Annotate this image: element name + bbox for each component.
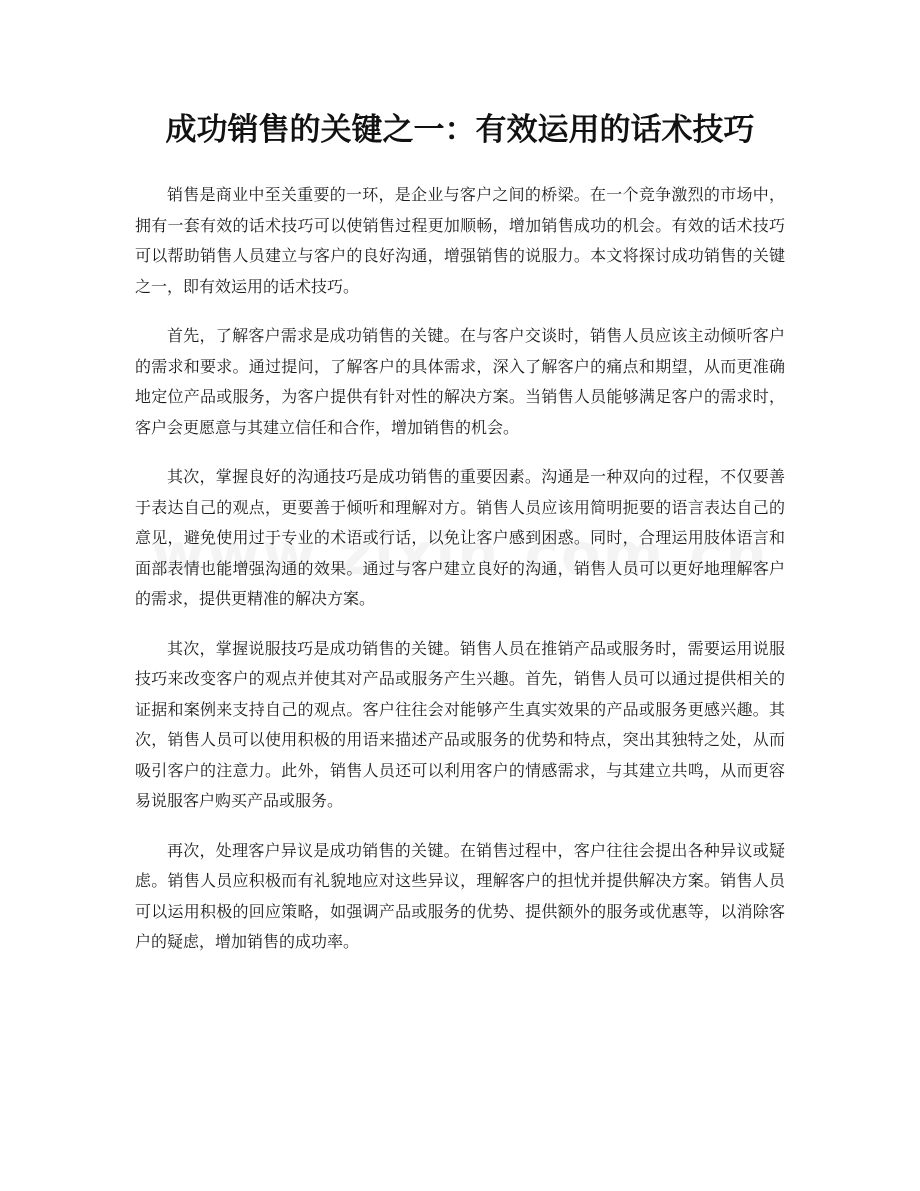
paragraph-intro: 销售是商业中至关重要的一环，是企业与客户之间的桥梁。在一个竞争激烈的市场中，拥有一套有效的话术技巧可以使销售过程更加顺畅，增加销售成功的机会。有效的话术技巧可以帮助销售人员建立与客户的良好沟通，增强销售的说服力。本文将探讨成功销售的关键之一，即有效运用的话术技巧。 [135, 185, 785, 296]
paragraph-persuasion: 其次，掌握说服技巧是成功销售的关键。销售人员在推销产品或服务时，需要运用说服技巧来改变客户的观点并使其对产品或服务产生兴趣。首先，销售人员可以通过提供相关的证据和案例来支持自己的观点。客户往往会对能够产生真实效果的产品或服务更感兴趣。其次，销售人员可以使用积极的用语来描述产品或服务的优势和特点，突出其独特之处，从而吸引客户的注意力。此外，销售人员还可以利用客户的情感需求，与其建立共鸣，从而更容易说服客户购买产品或服务。 [135, 638, 785, 810]
paragraph-customer-needs: 首先，了解客户需求是成功销售的关键。在与客户交谈时，销售人员应该主动倾听客户的需求和要求。通过提问，了解客户的具体需求，深入了解客户的痛点和期望，从而更准确地定位产品或服务，为客户提供有针对性的解决方案。当销售人员能够满足客户的需求时，客户会更愿意与其建立信任和合作，增加销售的机会。 [135, 326, 785, 437]
paragraph-communication: 其次，掌握良好的沟通技巧是成功销售的重要因素。沟通是一种双向的过程，不仅要善于表达自己的观点，更要善于倾听和理解对方。销售人员应该用简明扼要的语言表达自己的意见，避免使用过于专业的术语或行话，以免让客户感到困惑。同时，合理运用肢体语言和面部表情也能增强沟通的效果。通过与客户建立良好的沟通，销售人员可以更好地理解客户的需求，提供更精准的解决方案。 [135, 467, 785, 608]
paragraph-objections: 再次，处理客户异议是成功销售的关键。在销售过程中，客户往往会提出各种异议或疑虑。销售人员应积极而有礼貌地应对这些异议，理解客户的担忧并提供解决方案。销售人员可以运用积极的回应策略，如强调产品或服务的优势、提供额外的服务或优惠等，以消除客户的疑虑，增加销售的成功率。 [135, 840, 785, 951]
document-title: 成功销售的关键之一：有效运用的话术技巧 [165, 112, 755, 148]
document-body [135, 180, 785, 977]
